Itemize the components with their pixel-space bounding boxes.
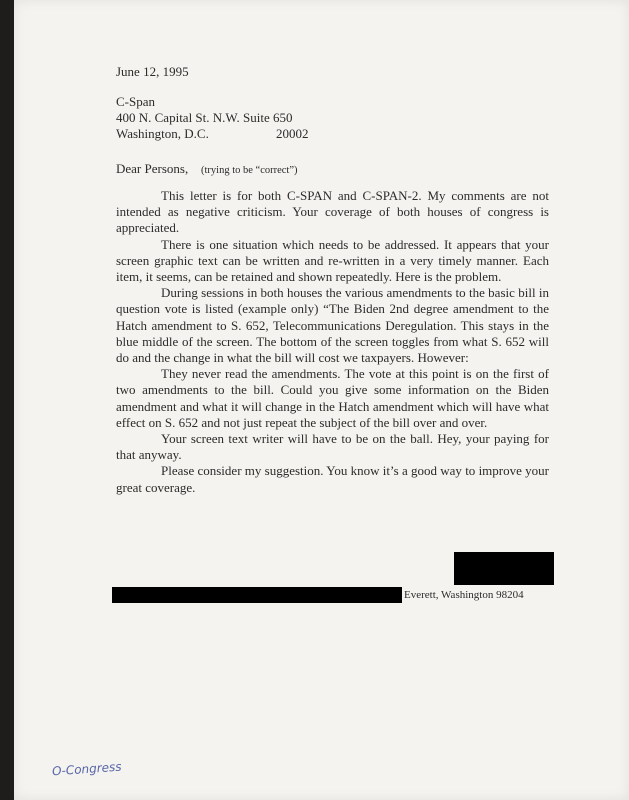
recipient-street: 400 N. Capital St. N.W. Suite 650: [116, 110, 293, 125]
paragraph: During sessions in both houses the various amendments to the basic bill in question vote is listed (example only) “The Biden 2nd degree amendment to the Hatch amendment to S. 652, Telecommunications Deregulation. This stays in the blue middle of the screen. The bottom of the screen toggles from what S. 652 will do and the change in what the bill will cost we taxpayers. However:: [116, 285, 549, 366]
sender-city: Everett, Washington 98204: [404, 589, 524, 601]
recipient-name: C-Span: [116, 94, 155, 109]
paragraph: Please consider my suggestion. You know it’s a good way to improve your great coverage.: [116, 463, 549, 495]
paragraph: There is one situation which needs to be addressed. It appears that your screen graphic text can be written and re-written in a very timely manner. Each item, it seems, can be retained and shown repeatedly. Here is the problem.: [116, 236, 549, 285]
letter-date: June 12, 1995: [116, 64, 189, 79]
redacted-sender-address: [112, 587, 402, 603]
salutation: Dear Persons,: [116, 161, 189, 176]
recipient-city: Washington, D.C.: [116, 126, 209, 141]
paragraph: Your screen text writer will have to be on the ball. Hey, your paying for that anyway.: [116, 431, 549, 463]
recipient-zip: 20002: [276, 126, 309, 141]
salutation-aside: (trying to be “correct”): [201, 165, 298, 176]
handwritten-note: O-Congress: [51, 759, 122, 779]
redacted-signature: [454, 552, 554, 585]
paragraph: This letter is for both C-SPAN and C-SPAN-2. My comments are not intended as negative criticism. Your coverage of both houses of congress is appreciated.: [116, 188, 549, 236]
paragraph: They never read the amendments. The vote at this point is on the first of two amendments to the bill. Could you give some information on the Biden amendment and what it will change in the Hatch amendment which will have what effect on S. 652 and not just repeat the subject of the bill over and over.: [116, 366, 549, 430]
letter-body: [116, 188, 549, 496]
letter-page: [14, 0, 629, 800]
